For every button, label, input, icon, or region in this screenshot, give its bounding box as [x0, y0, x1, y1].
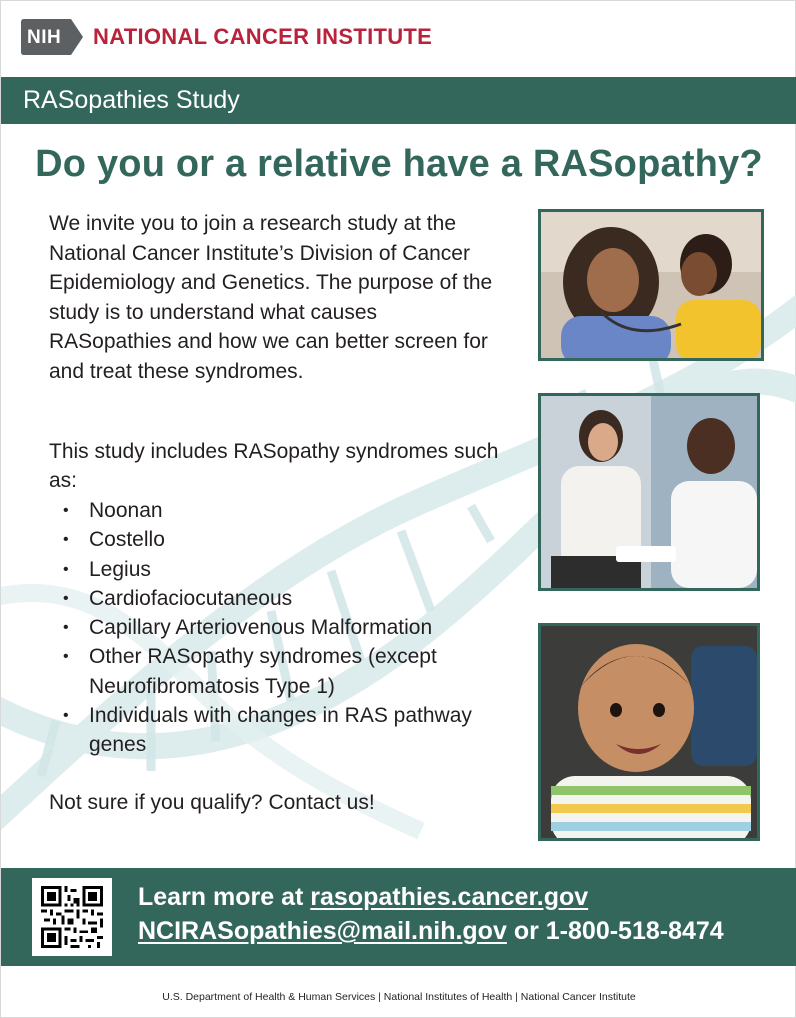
list-item: • Other RASopathy syndromes (except Neurofibromatosis Type 1) [63, 642, 493, 701]
institute-name: NATIONAL CANCER INSTITUTE [93, 24, 433, 49]
website-link[interactable]: rasopathies.cancer.gov [310, 883, 589, 911]
photo-smiling-toddler-icon [541, 626, 757, 838]
contact-prompt: Not sure if you qualify? Contact us! [49, 791, 375, 814]
nih-label: NIH [27, 27, 62, 48]
learn-more-block [138, 880, 724, 948]
study-title: RASopathies Study [23, 86, 240, 114]
includes-text: This study includes RASopathy syndromes such as: [49, 440, 499, 492]
page-title: Do you or a relative have a RASopathy? [35, 143, 763, 185]
photo-doctor-child [538, 209, 764, 361]
email-phone-line [138, 914, 724, 948]
photo-patient-consultation-icon [541, 396, 757, 588]
syndrome-list [63, 496, 493, 760]
nih-badge [21, 19, 85, 55]
nih-nci-logo [21, 19, 432, 55]
or-text: or [506, 917, 546, 945]
learn-prefix: Learn more at [138, 883, 311, 911]
email-link[interactable]: NCIRASopathies@mail.nih.gov [138, 917, 507, 945]
qr-code[interactable] [32, 878, 112, 956]
photo-consultation [538, 393, 760, 591]
list-item: • Capillary Arteriovenous Malformation [63, 613, 493, 642]
footer-agencies: U.S. Department of Health & Human Services | National Institutes of Health | National Cancer Institute [162, 991, 636, 1003]
list-item: • Costello [63, 525, 493, 554]
list-item: • Noonan [63, 496, 493, 525]
qr-code-icon [40, 886, 104, 948]
website-line [138, 880, 724, 914]
photo-toddler [538, 623, 760, 841]
contact-bar [1, 868, 796, 966]
list-item: • Legius [63, 555, 493, 584]
list-item: • Cardiofaciocutaneous [63, 584, 493, 613]
study-title-bar [1, 77, 796, 124]
list-item: • Individuals with changes in RAS pathway genes [63, 701, 493, 760]
photo-doctor-child-stethoscope-icon [541, 212, 761, 358]
phone-number[interactable]: 1-800-518-8474 [545, 917, 724, 945]
intro-paragraph: We invite you to join a research study at the National Cancer Institute’s Division of Cancer Epidemiology and Genetics. The purpose of the study is to understand what causes RASopathies and how we can better screen for and treat these syndromes. [49, 212, 493, 383]
